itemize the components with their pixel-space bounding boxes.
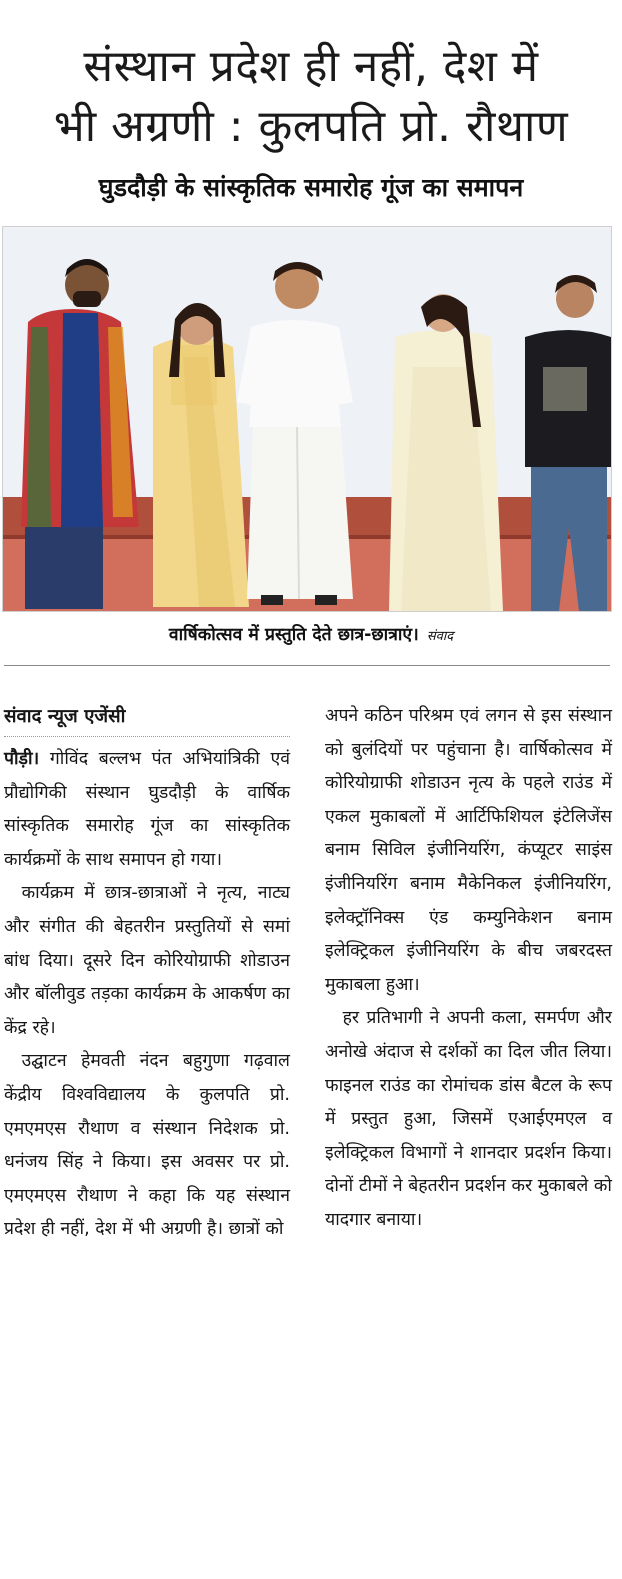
person-4 bbox=[389, 294, 503, 611]
subheadline: घुडदौड़ी के सांस्कृतिक समारोह गूंज का समापन bbox=[98, 173, 524, 202]
article-paragraph: अपने कठिन परिश्रम एवं लगन से इस संस्थान को बुलंदियों पर पहुंचाना है। वार्षिकोत्सव में कोरियोग्राफी शोडाउन नृत्य के पहले राउंड में एकल मुकाबलों में आर्टिफिशियल इंटेलिजेंस बनाम सिविल इंजीनियरिंग, कंप्यूटर साइंस इंजीनियरिंग बनाम मैकेनिकल इंजीनियरिंग, इलेक्ट्रॉनिक्स एंड कम्युनिकेशन बनाम इलेक्ट्रिकल इंजीनियरिंग के बीच जबरदस्त मुकाबला हुआ। bbox=[325, 706, 612, 995]
photo-caption-text: वार्षिकोत्सव में प्रस्तुति देते छात्र-छात्राएं। bbox=[168, 625, 419, 645]
section-divider bbox=[4, 665, 610, 666]
headline-line-1: संस्थान प्रदेश ही नहीं, देश में bbox=[83, 41, 539, 93]
article-paragraph: हर प्रतिभागी ने अपनी कला, समर्पण और अनोखे अंदाज से दर्शकों का दिल जीत लिया। फाइनल राउंड का रोमांचक डांस बैटल के रूप में प्रस्तुत हुआ, जिसमें एआईएमएल व इलेक्ट्रिकल विभागों ने शानदार प्रदर्शन किया। दोनों टीमों ने बेहतरीन प्रदर्शन कर मुकाबले को यादगार बनाया। bbox=[325, 1008, 612, 1230]
event-photo bbox=[2, 226, 612, 612]
photo-credit: संवाद bbox=[426, 629, 454, 644]
article-paragraph bbox=[4, 743, 290, 877]
article-column-left bbox=[4, 700, 290, 1247]
article-paragraph: कार्यक्रम में छात्र-छात्राओं ने नृत्य, नाट्य और संगीत की बेहतरीन प्रस्तुतियों से समां बांध दिया। दूसरे दिन कोरियोग्राफी शोडाउन और बॉलीवुड तड़का कार्यक्रम के आकर्षण का केंद्र रहे। bbox=[4, 883, 290, 1038]
article-column-right bbox=[325, 700, 612, 1238]
photo-caption bbox=[0, 620, 622, 652]
article-paragraph: उद्घाटन हेमवती नंदन बहुगुणा गढ़वाल केंद्रीय विश्वविद्यालय के कुलपति प्रो. एमएमएस रौथाण व संस्थान निदेशक प्रो. धनंजय सिंह ने किया। इस अवसर पर प्रो. एमएमएस रौथाण ने कहा कि यह संस्थान प्रदेश ही नहीं, देश में भी अग्रणी है। छात्रों को bbox=[4, 1051, 290, 1240]
byline: संवाद न्यूज एजेंसी bbox=[4, 706, 126, 727]
headline bbox=[0, 37, 622, 157]
headline-line-2: भी अग्रणी : कुलपति प्रो. रौथाण bbox=[53, 101, 569, 153]
byline-divider bbox=[4, 736, 290, 737]
paragraph-text: गोविंद बल्लभ पंत अभियांत्रिकी एवं प्रौद्योगिकी संस्थान घुडदौड़ी के वार्षिक सांस्कृतिक समारोह गूंज का सांस्कृतिक कार्यक्रमों के साथ समापन हो गया। bbox=[4, 749, 291, 870]
dateline: पौड़ी। bbox=[4, 749, 40, 769]
